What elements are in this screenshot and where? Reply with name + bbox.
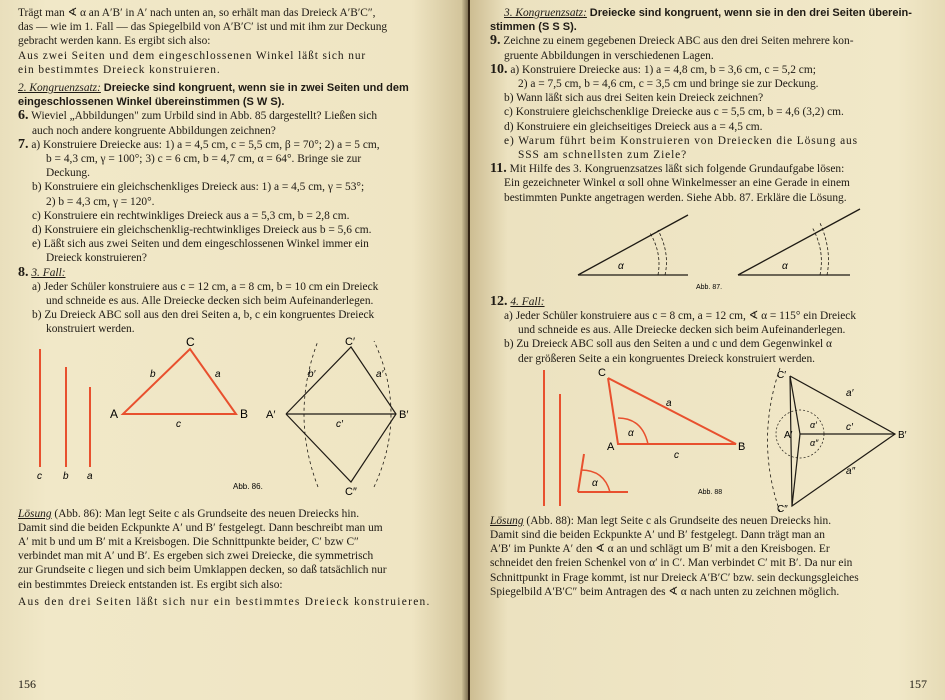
triangle-abc [123, 349, 236, 414]
text-line: (Abb. 86): Man legt Seite c als Grundseite des neuen Dreiecks hin. [54, 507, 360, 520]
text-line: Wieviel „Abbildungen" zum Urbild sind in Abb. 85 dargestellt? Ließen sich [31, 110, 378, 123]
theorem-label: 2. Kongruenzsatz: [18, 82, 101, 95]
case-label: 4. Fall: [510, 295, 545, 308]
text-line: Damit sind die beiden Eckpunkte A′ und B′ festgelegt. Dann trägt man an [490, 529, 825, 542]
angle-alpha: α [618, 260, 624, 272]
text-line: Damit sind die beiden Eckpunkte A′ und B′ festgelegt. Dann beschreibt man um [18, 521, 383, 534]
vertex-b: B [240, 406, 249, 421]
page-number: 156 [18, 677, 36, 691]
solution-label: Lösung [490, 514, 524, 527]
theorem-3 [490, 6, 927, 20]
segment-label-a: a [87, 470, 93, 482]
text-line: e) Läßt sich aus zwei Seiten und dem eingeschlossenen Winkel immer ein [32, 238, 369, 251]
text-line: Schnittpunkt in Frage kommt, ist nur Dreieck A′B′C′ bzw. sein deckungsgleiches [490, 571, 859, 584]
theorem-text: eingeschlossenen Winkel übereinstimmen (S W S). [18, 96, 285, 109]
segment-label-c: c [37, 470, 42, 482]
text-line: b) Zu Dreieck ABC soll aus den Seiten a und c und dem Gegenwinkel α [504, 338, 832, 351]
text-line: b) Zu Dreieck ABC soll aus den drei Seiten a, b, c ein kongruentes Dreieck [32, 309, 375, 322]
theorem-text: stimmen (S S S). [490, 21, 577, 34]
figure-86 [18, 337, 452, 507]
figure-caption: Abb. 88 [698, 488, 723, 496]
text-line: b) Konstruiere ein gleichschenkliges Dreieck aus: 1) a = 4,5 cm, γ = 53°; [32, 181, 365, 194]
vertex-b-prime: B′ [898, 429, 907, 441]
side-c-prime: c′ [846, 421, 853, 433]
text-line: ein bestimmtes Dreieck entstanden ist. Es ergibt sich also: [18, 578, 283, 591]
exercise-number: 9. [490, 33, 501, 49]
right-page [470, 0, 945, 700]
angle-alpha-double-prime: α″ [810, 437, 819, 448]
text-line: A′B′ im Punkte A′ den ∢ α an und schlägt um B′ mit a den Kreisbogen. Er [490, 543, 830, 556]
angle-alpha-copy: α [782, 260, 788, 272]
figure-87 [490, 205, 927, 295]
side-a-double-prime: a″ [846, 465, 856, 477]
text-line: d) Konstruiere ein gleichschenklig-rechtwinkliges Dreieck aus b = 5,6 cm. [32, 224, 372, 237]
exercise-number: 11. [490, 161, 507, 177]
figure-88 [490, 366, 927, 514]
vertex-c: C [598, 366, 606, 379]
text-line: und schneide es aus. Alle Dreiecke decken sich beim Aufeinanderlegen. [46, 295, 374, 308]
exercise-7 [18, 138, 452, 152]
text-line: Mit Hilfe des 3. Kongruenzsatzes läßt sich folgende Grundaufgabe lösen: [509, 163, 845, 176]
solution-label: Lösung [18, 507, 52, 520]
solution-88 [490, 514, 927, 528]
left-page [0, 0, 468, 700]
text-line: und schneide es aus. Alle Dreiecke decken sich beim Aufeinanderlegen. [518, 324, 846, 337]
theorem-text: Dreiecke sind kongruent, wenn sie in zwei Seiten und dem [103, 82, 409, 95]
text-line: 2) b = 4,3 cm, γ = 120°. [46, 195, 155, 208]
text-line: konstruiert werden. [46, 323, 135, 336]
text-line: c) Konstruiere ein rechtwinkliges Dreieck aus a = 5,3 cm, b = 2,8 cm. [32, 209, 350, 222]
theorem-line: Aus zwei Seiten und dem eingeschlossenen Winkel läßt sich nur [18, 49, 367, 62]
vertex-c-double-prime: C″ [345, 485, 357, 498]
vertex-a: A [607, 440, 615, 453]
exercise-8 [18, 266, 452, 280]
side-b-prime: b′ [308, 368, 316, 380]
side-a: a [215, 368, 221, 380]
solution-86 [18, 507, 452, 521]
text-line: b) Wann läßt sich aus drei Seiten kein Dreieck zeichnen? [504, 92, 764, 105]
exercise-10 [490, 63, 927, 77]
text-line: Trägt man ∢ α an A′B′ in A′ nach unten an, so erhält man das Dreieck A′B′C″, [18, 7, 376, 19]
text-line: zur Grundseite c liegen und sich beim Umklappen decken, so daß tatsächlich nur [18, 564, 387, 577]
theorem-line: ein bestimmtes Dreieck konstruieren. [18, 63, 221, 76]
angle-alpha: α [628, 427, 634, 439]
figure-caption: Abb. 86. [233, 481, 263, 491]
text-line: A′ mit b und um B′ mit a Kreisbogen. Die Schnittpunkte beider, C′ bzw C″ [18, 536, 359, 549]
text-line: (Abb. 88): Man legt Seite c als Grundseite des neuen Dreiecks hin. [526, 514, 832, 527]
figure-88-drawing [490, 366, 927, 514]
text-line: Deckung. [46, 167, 90, 180]
vertex-a: A [110, 406, 119, 421]
text-line: bestimmten Punkte angetragen werden. Siehe Abb. 87. Erkläre die Lösung. [504, 191, 847, 204]
text-line: Spiegelbild A′B′C″ beim Antragen des ∢ α nach unten zu zeichnen möglich. [490, 585, 840, 598]
text-line: schneidet den freien Schenkel von α′ in C′. Man verbindet C′ mit B′. Da nur ein [490, 557, 853, 570]
vertex-b-prime: B′ [399, 408, 409, 421]
side-a-prime: a′ [846, 387, 854, 399]
theorem-label: 3. Kongruenzsatz: [504, 7, 587, 19]
theorem-2 [18, 81, 452, 95]
exercise-number: 10. [490, 61, 508, 77]
exercise-number: 7. [18, 136, 29, 152]
side-c-prime: c′ [336, 418, 343, 430]
text-line: b = 4,3 cm, γ = 100°; 3) c = 6 cm, b = 4,7 cm, α = 64°. Bringe sie zur [46, 153, 362, 166]
side-b: b [150, 368, 156, 380]
text-line: Ein gezeichneter Winkel α soll ohne Winkelmesser an eine Gerade in einem [504, 177, 850, 190]
text-line: das — wie im 1. Fall — das Spiegelbild von A′B′C′ ist und mit ihm zur Deckung [18, 21, 388, 34]
vertex-c: C [186, 336, 195, 349]
vertex-a-prime: A′ [266, 408, 276, 421]
vertex-c-double-prime: C″ [777, 503, 788, 514]
text-line: gruente Abbildungen in verschiedenen Lagen. [504, 49, 714, 62]
side-a: a [666, 397, 672, 409]
page-number: 157 [909, 677, 927, 691]
text-line: a) Jeder Schüler konstruiere aus c = 8 cm, a = 12 cm, ∢ α = 115° ein Dreieck [504, 310, 857, 323]
exercise-11 [490, 162, 927, 176]
figure-87-drawing [490, 205, 927, 295]
text-line: Dreieck konstruieren? [46, 252, 147, 265]
text-line: auch noch andere kongruente Abbildungen zeichnen? [32, 124, 276, 137]
exercise-9 [490, 34, 927, 48]
exercise-number: 8. [18, 264, 29, 280]
text-line: a) Konstruiere Dreiecke aus: 1) a = 4,8 cm, b = 3,6 cm, c = 5,2 cm; [510, 63, 816, 76]
text-line: gebracht werden kann. Es ergibt sich also: [18, 35, 211, 48]
text-line: c) Konstruiere gleichschenklige Dreiecke aus c = 5,5 cm, b = 4,6 (3,2) cm. [504, 106, 844, 119]
vertex-a-prime: A′ [784, 429, 793, 441]
vertex-b: B [738, 440, 746, 453]
vertex-c-prime: C′ [345, 336, 356, 348]
figure-caption: Abb. 87. [696, 283, 723, 291]
text-line: der größeren Seite a ein kongruentes Dreieck konstruiert werden. [518, 352, 815, 365]
text-line: SSS am schnellsten zum Ziele? [518, 149, 688, 162]
angle-alpha-prime: α′ [810, 419, 817, 430]
vertex-c-prime: C′ [777, 369, 787, 381]
text-line: 2) a = 7,5 cm, b = 4,6 cm, c = 3,5 cm und bringe sie zur Deckung. [518, 78, 819, 91]
angle-alpha-copy: α [592, 477, 598, 489]
figure-86-drawing [18, 337, 452, 507]
text-line: d) Konstruiere ein gleichseitiges Dreieck aus a = 4,5 cm. [504, 120, 763, 133]
text-line: a) Jeder Schüler konstruiere aus c = 12 cm, a = 8 cm, b = 10 cm ein Dreieck [32, 280, 379, 293]
exercise-number: 12. [490, 293, 508, 309]
text-line: Zeichne zu einem gegebenen Dreieck ABC aus den drei Seiten mehrere kon- [503, 35, 854, 48]
exercise-number: 6. [18, 108, 29, 124]
side-c: c [674, 449, 679, 461]
text-line: a) Konstruiere Dreiecke aus: 1) a = 4,5 cm, c = 5,5 cm, β = 70°; 2) a = 5 cm, [31, 138, 380, 151]
exercise-6 [18, 109, 452, 123]
text-line: e) Warum führt beim Konstruieren von Dreiecken die Lösung aus [504, 134, 858, 147]
case-label: 3. Fall: [31, 266, 66, 279]
segment-label-b: b [63, 470, 69, 482]
exercise-12 [490, 295, 927, 309]
theorem-text: Dreiecke sind kongruent, wenn sie in den drei Seiten überein- [589, 7, 912, 19]
theorem-line: Aus den drei Seiten läßt sich nur ein bestimmtes Dreieck konstruieren. [18, 595, 431, 608]
side-c: c [176, 418, 181, 430]
side-a-prime: a′ [376, 368, 384, 380]
text-line: verbindet man mit A′ und B′. Es ergeben sich zwei Dreiecke, die symmetrisch [18, 550, 374, 563]
